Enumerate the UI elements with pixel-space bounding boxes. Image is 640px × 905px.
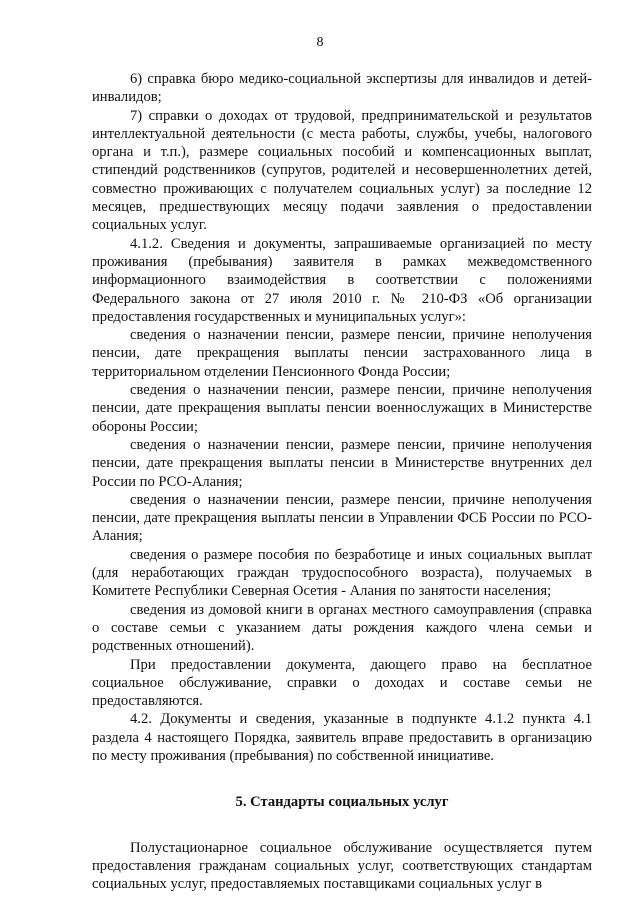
paragraph-item-7: 7) справки о доходах от трудовой, предпринимательской и результатов интеллектуальной деятельности (с места работы, службы, учебы, налогового органа и т.п.), размере социальных пособий и компенсационных выплат, стипендий родственников (супругов, родителей и несовершеннолетних детей, совместно проживающих с получателем социальных услуг) за последние 12 месяцев, предшествующих месяцу подачи заявления о предоставлении социальных услуг. [92,107,592,234]
section-heading: 5. Стандарты социальных услуг [235,794,449,811]
page-number: 8 [316,35,324,50]
document-body [92,70,592,893]
paragraph-pension-fund: сведения о назначении пенсии, размере пенсии, причине неполучения пенсии, дате прекращения выплаты пенсии застрахованного лица в территориальном отделении Пенсионного Фонда России; [92,327,592,380]
paragraph-item-6: 6) справка бюро медико-социальной экспертизы для инвалидов и детей-инвалидов; [92,71,592,106]
paragraph-fsb: сведения о назначении пенсии, размере пенсии, причине неполучения пенсии, дате прекращения выплаты пенсии в Управлении ФСБ России по РСО-Алания; [92,491,592,545]
paragraph-4-1-2: 4.1.2. Сведения и документы, запрашиваемые организацией по месту проживания (пребывания) заявителя в рамках межведомственного информационного взаимодействия в соответствии с положениями Федерального закона от 27 июля 2010 г. № 210-ФЗ «Об организации предоставления государственных и муниципальных услуг»: [92,235,592,325]
paragraph-free-service: При предоставлении документа, дающего право на бесплатное социальное обслуживание, справки о доходах и составе семьи не предоставляются. [92,656,592,710]
paragraph-house-book: сведения из домовой книги в органах местного самоуправления (справка о составе семьи с указанием даты рождения каждого члена семьи и родственных отношений). [92,601,592,655]
section-paragraph: Полустационарное социальное обслуживание осуществляется путем предоставления гражданам социальных услуг, соответствующих стандартам социальных услуг, предоставляемых поставщиками социальных услуг в [92,839,592,893]
paragraph-unemployment: сведения о размере пособия по безработице и иных социальных выплат (для неработающих граждан трудоспособного возраста), получаемых в Комитете Республики Северная Осетия - Алания по занятости населения; [92,546,592,600]
paragraph-4-2: 4.2. Документы и сведения, указанные в подпункте 4.1.2 пункта 4.1 раздела 4 настоящего Порядка, заявитель вправе предоставить в организацию по месту проживания (пребывания) по собственной инициативе. [92,711,592,764]
paragraph-defense-ministry: сведения о назначении пенсии, размере пенсии, причине неполучения пенсии, дате прекращения выплаты пенсии военнослужащих в Министерстве обороны России; [92,382,592,435]
paragraph-interior-ministry: сведения о назначении пенсии, размере пенсии, причине неполучения пенсии, дате прекращения выплаты пенсии в Министерстве внутренних дел России по РСО-Алания; [92,436,592,490]
